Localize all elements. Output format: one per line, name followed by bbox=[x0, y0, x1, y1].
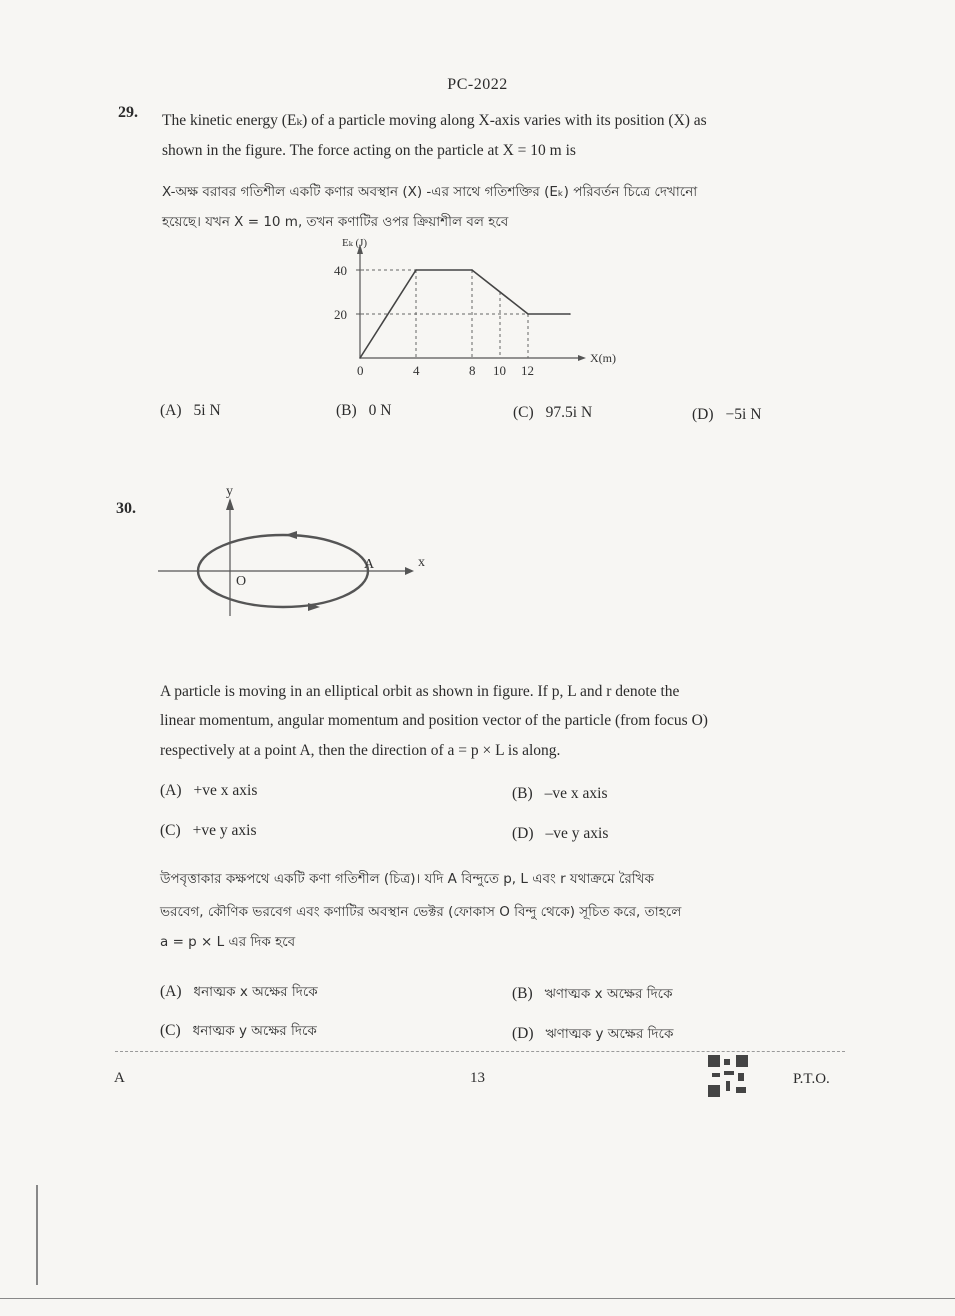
q30-text-bn-line3: a = p × L এর দিক হবে bbox=[160, 934, 296, 950]
q30-option-bn-c[interactable] bbox=[160, 1017, 317, 1046]
q30-option-c[interactable] bbox=[160, 822, 257, 840]
q30-text-en-line1: A particle is moving in an elliptical orbit as shown in figure. If p, L and r denote the bbox=[160, 683, 680, 700]
qr-code-icon bbox=[708, 1055, 748, 1099]
option-value: 97.5i N bbox=[545, 404, 593, 421]
option-label: (A) bbox=[160, 402, 182, 419]
q30-option-a[interactable] bbox=[160, 782, 257, 800]
x-axis-arrow bbox=[578, 355, 586, 361]
option-value: +ve y axis bbox=[192, 822, 257, 839]
option-label: (C) bbox=[160, 1022, 181, 1039]
scan-edge-mark bbox=[36, 1185, 38, 1285]
q30-text-bn-line1: উপবৃত্তাকার কক্ষপথে একটি কণা গতিশীল (চিত্র)। যদি A বিন্দুতে p, L এবং r যথাক্রমে রৈখিক bbox=[160, 871, 654, 887]
option-label: (B) bbox=[512, 985, 533, 1002]
q30-option-bn-b[interactable] bbox=[512, 980, 673, 1009]
q29-option-a[interactable] bbox=[160, 402, 221, 420]
option-value: –ve y axis bbox=[545, 825, 609, 842]
x-tick-label: 10 bbox=[493, 363, 506, 378]
option-value: 5i N bbox=[193, 402, 221, 419]
x-axis-arrow bbox=[405, 567, 414, 575]
ellipse-orbit-figure bbox=[150, 478, 450, 628]
q30-text-en-line2: linear momentum, angular momentum and position vector of the particle (from focus O) bbox=[160, 712, 708, 729]
option-label: (C) bbox=[160, 822, 181, 839]
page-title: PC-2022 bbox=[447, 76, 508, 93]
option-value: −5i N bbox=[725, 406, 762, 423]
q29-text-bn-line1: X-অক্ষ বরাবর গতিশীল একটি কণার অবস্থান (X) -এর সাথে গতিশক্তির (Eₖ) পরিবর্তন চিত্রে দেখানো bbox=[162, 184, 698, 200]
option-value: ঋণাত্মক y অক্ষের দিকে bbox=[545, 1026, 674, 1042]
scan-bottom-edge bbox=[0, 1298, 955, 1299]
q29-text-en-line1: The kinetic energy (Eₖ) of a particle moving along X-axis varies with its position (X) as bbox=[162, 112, 707, 129]
q29-option-b[interactable] bbox=[336, 402, 392, 420]
y-axis-arrow bbox=[226, 498, 234, 510]
data-point bbox=[569, 313, 571, 315]
option-value: ঋণাত্মক x অক্ষের দিকে bbox=[544, 986, 673, 1002]
option-label: (C) bbox=[513, 404, 534, 421]
option-label: (A) bbox=[160, 782, 182, 799]
q30-option-d[interactable] bbox=[512, 825, 608, 843]
q30-option-bn-a[interactable] bbox=[160, 978, 318, 1007]
x-axis-label: x bbox=[418, 555, 425, 570]
x-tick-label: 4 bbox=[413, 363, 420, 378]
q29-text-bn-line2: হয়েছে। যখন X = 10 m, তখন কণাটির ওপর ক্রিয়াশীল বল হবে bbox=[162, 214, 509, 230]
x-tick-label: 0 bbox=[357, 363, 364, 378]
option-label: (B) bbox=[512, 785, 533, 802]
q30-option-bn-d[interactable] bbox=[512, 1020, 673, 1049]
question-number-29: 29. bbox=[118, 104, 138, 121]
x-tick-label: 8 bbox=[469, 363, 476, 378]
data-point bbox=[415, 269, 417, 271]
question-number-30: 30. bbox=[116, 500, 136, 517]
footer-page-number: 13 bbox=[470, 1070, 485, 1086]
y-axis-label: Eₖ (J) bbox=[342, 237, 368, 249]
option-label: (D) bbox=[512, 1025, 534, 1042]
option-value: +ve x axis bbox=[193, 782, 258, 799]
q30-text-en-line3: respectively at a point A, then the direction of a = p × L is along. bbox=[160, 742, 561, 759]
q30-option-b[interactable] bbox=[512, 785, 608, 803]
option-label: (B) bbox=[336, 402, 357, 419]
option-label: (A) bbox=[160, 983, 182, 1000]
q29-option-d[interactable] bbox=[692, 406, 761, 424]
option-label: (D) bbox=[512, 825, 534, 842]
footer-set-code: A bbox=[114, 1070, 125, 1086]
y-axis-label: y bbox=[226, 484, 233, 499]
data-point bbox=[359, 357, 361, 359]
orbit-arrow-top bbox=[285, 531, 297, 539]
q29-text-en-line2: shown in the figure. The force acting on the particle at X = 10 m is bbox=[162, 142, 576, 159]
data-point bbox=[471, 269, 473, 271]
option-value: ধনাত্মক x অক্ষের দিকে bbox=[193, 984, 318, 1000]
option-value: 0 N bbox=[368, 402, 392, 419]
focus-o-label: O bbox=[236, 574, 247, 589]
y-tick-label: 20 bbox=[334, 307, 347, 322]
q30-text-bn-line2: ভরবেগ, কৌণিক ভরবেগ এবং কণাটির অবস্থান ভেক্টর (ফোকাস O বিন্দু থেকে) সূচিত করে, তাহলে bbox=[160, 904, 682, 920]
footer-pto: P.T.O. bbox=[793, 1071, 830, 1087]
footer-divider bbox=[115, 1051, 845, 1052]
x-tick-label: 12 bbox=[521, 363, 534, 378]
y-tick-label: 40 bbox=[334, 263, 347, 278]
option-value: ধনাত্মক y অক্ষের দিকে bbox=[192, 1023, 317, 1039]
q29-option-c[interactable] bbox=[513, 404, 592, 422]
option-value: –ve x axis bbox=[544, 785, 608, 802]
x-axis-label: X(m) bbox=[590, 351, 616, 365]
kinetic-energy-chart bbox=[300, 237, 640, 388]
data-point bbox=[527, 313, 529, 315]
point-a-label: A bbox=[364, 557, 375, 572]
option-label: (D) bbox=[692, 406, 714, 423]
